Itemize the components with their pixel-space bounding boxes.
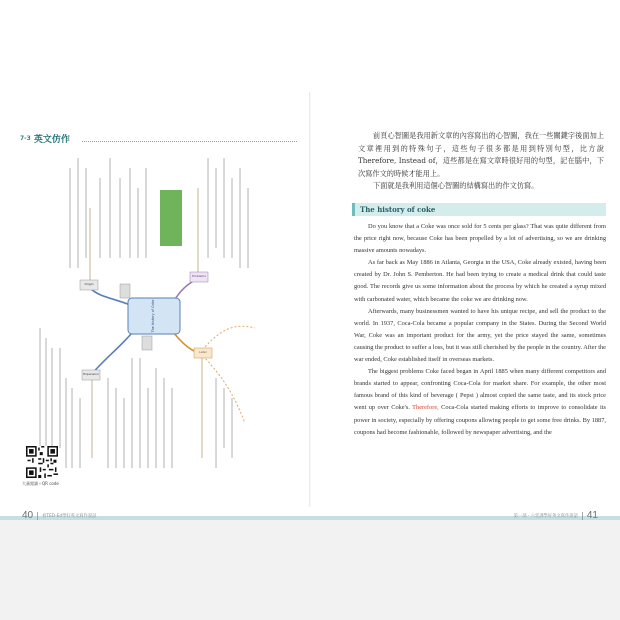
bottom-band — [0, 516, 620, 520]
intro-text — [358, 130, 604, 193]
highlighted-word: Therefore, — [412, 404, 439, 412]
article-paragraph — [354, 366, 606, 439]
paragraph-text: The biggest problems Coke faced began in April 1885 when many different competitors and brands started to appear, confronting Coca-Cola for market share. For example, the other most famous brand of this kind of beverage ( Pepsi ) almost copied the same taste, and its stock price went up over Coke's. — [354, 368, 606, 412]
branch-label: Problems — [192, 274, 206, 278]
qr-code-label: 大量閱讀＋QR code — [22, 481, 59, 486]
page-number: 40 — [22, 510, 34, 521]
branch-label: Origin — [84, 282, 94, 286]
mind-map-drawing — [20, 148, 300, 498]
section-header — [20, 132, 70, 145]
article-paragraph: Afterwards, many businessmen wanted to have his unique recipe, and sell the product to the world. In 1937, Coca-Cola became a popular company in the States. During the Second World War, Coke was an important product for the army, yet the price stayed the same, sometimes causing the product to suffer a loss, but it was still cherished by the people in the country. After the war ended, Coke established itself in overseas markets. — [354, 307, 606, 364]
intro-paragraph: 前頁心智圖是我用新文章的內容寫出的心智圖，我在一些關鍵字後面加上文章裡用到的特殊句子，這些句子很多都是用到特別句型，比方說 Therefore, Instead of，這些都是在寫文章時很好用的句型，記在腦中，下次寫作文的時候才能用上。 — [358, 131, 604, 178]
article-paragraph: Do you know that a Coke was once sold for 5 cents per glass? That was quite different from the price right now, because Coke has been propelled by a lot of advertising, so we are drinking massive amounts nowadays. — [354, 223, 606, 255]
mind-map — [20, 148, 300, 498]
mind-map-note — [160, 190, 182, 246]
branch-connector — [200, 353, 245, 423]
article-title-box — [352, 203, 606, 216]
paragraph-text: Coca-Cola started making efforts to improve to consolidate its power in society, especially by offering coupons allowing people to get some free drinks. By 1887, coupons had become fashionable, followed by newspaper advertising, and the — [354, 404, 606, 436]
page-gutter — [309, 92, 311, 507]
chapter-title: 第一部 ‧ 六堂課學好英文寫作說話 — [513, 513, 578, 519]
article-title: The history of coke — [360, 205, 436, 214]
branch-label: Expansion — [83, 372, 99, 376]
section-title: 英文仿作 — [33, 135, 70, 145]
intro-paragraph: 下面就是我利用這個心智圖的結構寫出的作文仿寫。 — [373, 181, 539, 191]
section-divider — [82, 141, 297, 142]
article-paragraph: As far back as May 1886 in Atlanta, Georgia in the USA, Coke already existed, having been created by Dr. John S. Pemberton. He had been trying to create a medical drink that could taste good. The records give us some information about the process by which he created a syrup mixed with carbonated water, which became the coke we are drinking now. — [354, 259, 606, 303]
mind-map-center-label: The history of Coke — [151, 299, 155, 333]
branch-box — [142, 336, 152, 350]
section-tag: 7-3 — [20, 135, 31, 142]
book-title: 看TED-Ed學好英文寫作說話 — [42, 513, 97, 519]
article-body — [354, 221, 606, 439]
page-number: 41 — [586, 510, 598, 521]
branch-box — [120, 284, 130, 298]
branch-label: Later — [199, 350, 207, 354]
qr-code-icon[interactable] — [26, 446, 58, 478]
